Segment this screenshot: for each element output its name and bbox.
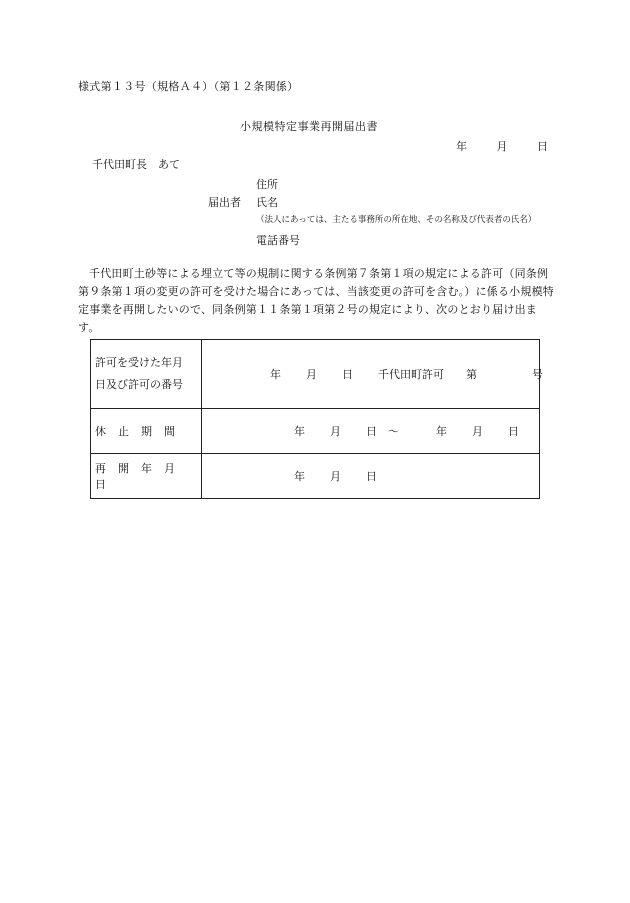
resume-month: 月 [330,470,341,483]
recipient: 千代田町長 あて [92,158,180,171]
suspension-end-month: 月 [472,425,483,438]
permit-year: 年 [270,368,281,381]
permit-day: 日 [342,368,353,381]
suspension-label-cell: 休止期間 [91,409,202,454]
suspension-start-month: 月 [330,425,341,438]
document-title: 小規模特定事業再開届出書 [240,120,378,133]
suspension-value-cell[interactable] [202,409,540,454]
suspension-end-day: 日 [508,425,519,438]
suspension-end-year: 年 [436,425,447,438]
permit-authority: 千代田町許可 [378,368,444,381]
form-number-label: 様式第１３号（規格Ａ４）（第１２条関係） [78,80,299,93]
date-year: 年 [456,140,467,153]
permit-month: 月 [306,368,317,381]
date-day: 日 [537,140,548,153]
permit-label-cell [91,340,202,409]
submitter-role-label: 届出者 [208,196,241,209]
resume-year: 年 [294,470,305,483]
submission-date-line [456,138,548,154]
corporation-note: （法人にあっては、主たる事務所の所在地、その名称及び代表者の氏名） [256,215,537,225]
suspension-start-year: 年 [294,425,305,438]
name-label: 氏名 [256,196,278,209]
permit-go: 号 [532,368,543,381]
permit-value-cell[interactable] [202,340,543,409]
resume-day: 日 [366,470,377,483]
body-paragraph: 千代田町土砂等による埋立て等の規制に関する条例第７条第１項の規定による許可（同条例第９条第１項の変更の許可を受けた場合にあっては、当該変更の許可を含む。）に係る小規模特定事業を再開したいので、同条例第１１条第１項第２号の規定により、次のとおり届け出ます。 [78,267,554,334]
suspension-start-day: 日 [366,425,377,438]
resume-label-cell: 再開年月日 [91,454,202,499]
table-row-permit [91,340,540,409]
phone-label: 電話番号 [256,234,300,247]
resume-value-cell[interactable] [202,454,540,499]
date-month: 月 [496,140,508,153]
permit-label-line2: 日及び許可の番号 [95,378,183,391]
address-label: 住所 [256,178,278,191]
permit-dai: 第 [466,368,477,381]
table-row-resume [91,454,540,499]
suspension-tilde: ～ [388,425,399,438]
details-table [90,339,543,499]
permit-label-line1: 許可を受けた年月 [95,356,183,369]
table-row-suspension [91,409,540,454]
